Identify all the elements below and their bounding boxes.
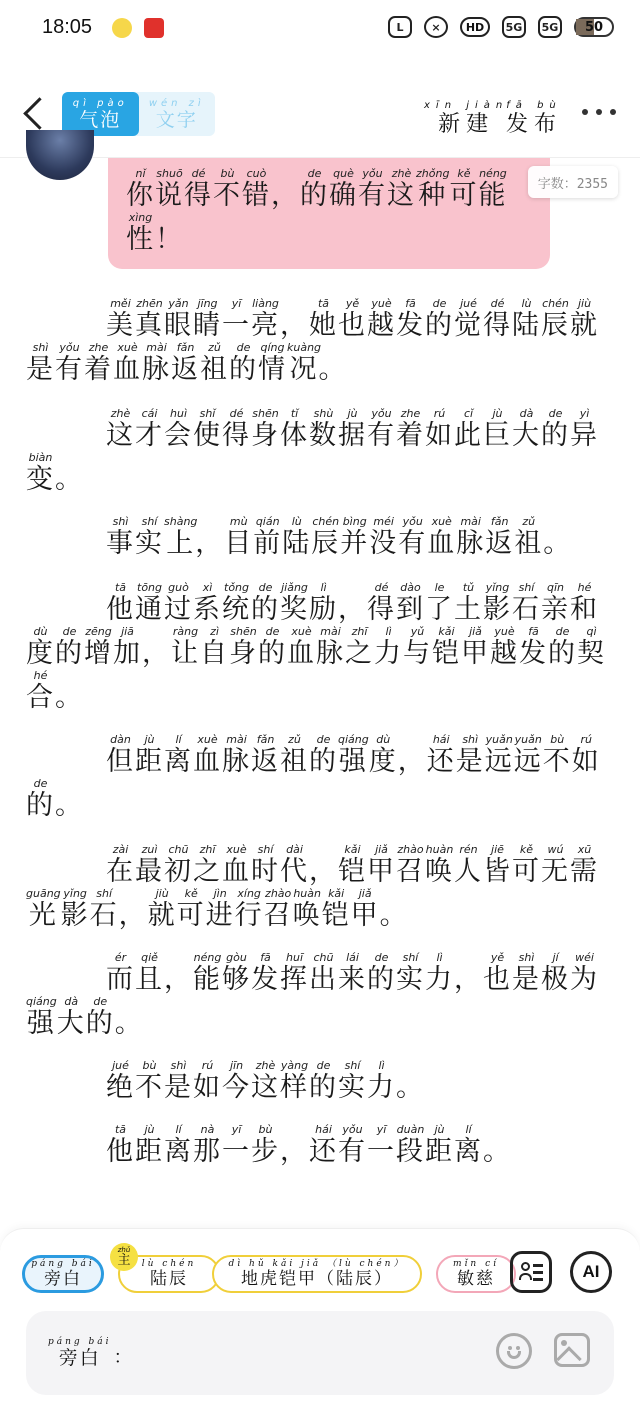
signal-5g-icon: 5G — [502, 16, 526, 38]
char: 的de — [309, 733, 338, 777]
punctuation: ， — [164, 964, 193, 995]
publish-button-label: 发布 — [506, 112, 563, 137]
char: 如rú — [571, 733, 601, 777]
char: 没méi — [369, 515, 399, 559]
char: 统tǒng — [222, 581, 251, 625]
char: 说shuō — [155, 167, 184, 211]
image-icon[interactable] — [554, 1333, 590, 1367]
punctuation: 。 — [483, 1136, 512, 1167]
punctuation: ， — [142, 638, 171, 669]
paragraph[interactable] — [26, 582, 606, 720]
status-bar — [0, 0, 640, 58]
char: 目mù — [224, 515, 254, 559]
paragraph[interactable] — [26, 298, 606, 392]
chip-label: 地虎铠甲（陆辰） — [241, 1269, 393, 1289]
input-label-colon: ： — [113, 1347, 132, 1368]
char: 人rén — [454, 843, 483, 887]
char: 也yě — [483, 951, 512, 995]
punctuation: 。 — [318, 354, 348, 385]
char: 增zēng — [84, 625, 113, 669]
char: 这zhè — [106, 407, 135, 451]
char: 身shēn — [229, 625, 258, 669]
char: 为wéi — [570, 951, 599, 995]
char: 石shí — [89, 887, 119, 931]
char: 段duàn — [396, 1123, 425, 1167]
char: 实shí — [135, 515, 164, 559]
char: 距jù — [425, 1123, 454, 1167]
bubble-text — [126, 168, 532, 262]
chip-label: 敏慈 — [457, 1269, 495, 1289]
char: 着zhe — [84, 341, 113, 385]
char: 实shí — [396, 951, 425, 995]
battery-level: 50 — [584, 19, 604, 35]
char: 一yī — [367, 1123, 396, 1167]
char: 他tā — [106, 581, 135, 625]
char: 还hái — [426, 733, 456, 777]
char: 的de — [251, 581, 280, 625]
punctuation: ， — [309, 856, 338, 887]
char: 离lí — [164, 1123, 193, 1167]
char: 一yī — [222, 297, 251, 341]
char: 得dé — [367, 581, 396, 625]
publish-button-pinyin: fā bù — [506, 100, 562, 111]
char: 不bù — [213, 167, 242, 211]
char: 的de — [258, 625, 287, 669]
word-count-badge: 字数：2355 — [528, 166, 618, 198]
char: 使shǐ — [193, 407, 222, 451]
char: 血xuè — [222, 843, 251, 887]
char: 确què — [329, 167, 358, 211]
char: 样yàng — [280, 1059, 309, 1103]
char: 祖zǔ — [280, 733, 309, 777]
char: 合hé — [26, 669, 55, 713]
char: 有yǒu — [358, 167, 387, 211]
input-role-label — [48, 1337, 132, 1369]
char: 加jiā — [113, 625, 142, 669]
new-button-label: 新建 — [438, 112, 495, 137]
char: 发fā — [251, 951, 280, 995]
char: 强qiáng — [338, 733, 369, 777]
char: 辰chén — [541, 297, 570, 341]
paragraph[interactable] — [26, 516, 606, 566]
chip-pinyin: dì hǔ kǎi jiǎ （lù chén） — [228, 1259, 406, 1269]
char: 皆jiē — [483, 843, 512, 887]
punctuation: ， — [338, 594, 367, 625]
char: 铠kǎi — [321, 887, 351, 931]
tab-bubble-label: 气泡 — [79, 108, 122, 131]
char: 但dàn — [106, 733, 135, 777]
char: 大dà — [512, 407, 541, 451]
char: 有yǒu — [338, 1123, 367, 1167]
char: 祖zǔ — [200, 341, 229, 385]
punctuation: 。 — [396, 1072, 425, 1103]
signal-5g-icon: 5G — [538, 16, 562, 38]
char: 的de — [548, 625, 577, 669]
char: 你nǐ — [126, 167, 155, 211]
char: 离lí — [454, 1123, 483, 1167]
char: 唤huàn — [292, 887, 322, 931]
char: 情qíng — [258, 341, 287, 385]
char: 返fǎn — [485, 515, 515, 559]
char: 石shí — [512, 581, 541, 625]
char: 血xuè — [287, 625, 316, 669]
char: 最zuì — [135, 843, 164, 887]
char: 距jù — [135, 733, 164, 777]
char: 并bìng — [340, 515, 370, 559]
char: 有yǒu — [367, 407, 396, 451]
char: 真zhēn — [135, 297, 164, 341]
chip-label: 旁白 — [44, 1269, 82, 1289]
paragraph[interactable] — [26, 1060, 606, 1110]
chip-pinyin: páng bái — [31, 1259, 95, 1269]
paragraph[interactable] — [26, 952, 606, 1046]
status-icons — [388, 16, 614, 38]
char: 强qiáng — [26, 995, 57, 1039]
punctuation: 。 — [55, 790, 84, 821]
char: 血xuè — [193, 733, 222, 777]
char: 得dé — [483, 297, 512, 341]
char: 血xuè — [113, 341, 142, 385]
char: 也yě — [338, 297, 367, 341]
input-label-text: 旁白 — [58, 1347, 101, 1369]
lead-role-badge — [110, 1243, 138, 1271]
char: 上shàng — [164, 515, 198, 559]
char: 体tǐ — [280, 407, 309, 451]
char: 这zhè — [387, 167, 416, 211]
char: 一yī — [222, 1123, 251, 1167]
char: 召zhào — [396, 843, 425, 887]
ai-button[interactable]: AI — [570, 1251, 612, 1293]
char: 如rú — [425, 407, 454, 451]
char: 血xuè — [427, 515, 457, 559]
paragraph[interactable] — [26, 844, 606, 938]
char: 通tōng — [135, 581, 164, 625]
char: 不bù — [135, 1059, 164, 1103]
char: 唤huàn — [425, 843, 454, 887]
char: 亲qīn — [541, 581, 570, 625]
char: 时shí — [251, 843, 280, 887]
char: 越yuè — [367, 297, 396, 341]
char: 初chū — [164, 843, 193, 887]
input-label-pinyin: páng bái — [48, 1337, 112, 1347]
char: 有yǒu — [398, 515, 428, 559]
char: 的de — [26, 777, 55, 821]
char: 到dào — [396, 581, 425, 625]
char: 会huì — [164, 407, 193, 451]
emoji-icon[interactable] — [496, 1333, 532, 1369]
chip-dihu-armor[interactable] — [212, 1255, 422, 1293]
punctuation: 。 — [55, 682, 84, 713]
char: 力lì — [374, 625, 403, 669]
char: 今jīn — [222, 1059, 251, 1103]
char: 之zhī — [193, 843, 222, 887]
char: 甲jiǎ — [350, 887, 380, 931]
char: 得dé — [222, 407, 251, 451]
tab-text-pinyin: wén zì — [148, 97, 205, 109]
char: 召zhào — [263, 887, 293, 931]
char: 巨jù — [483, 407, 512, 451]
char: 发fā — [396, 297, 425, 341]
punctuation: ， — [280, 310, 309, 341]
char: 励lì — [309, 581, 338, 625]
char: 觉jué — [454, 297, 483, 341]
char: 越yuè — [490, 625, 519, 669]
char: 土tǔ — [454, 581, 483, 625]
char: 影yǐng — [483, 581, 512, 625]
char: 出chū — [309, 951, 338, 995]
char: 进jìn — [205, 887, 235, 931]
char: 可kě — [512, 843, 541, 887]
punctuation: 。 — [543, 528, 573, 559]
chip-pinyin: lù chén — [141, 1259, 197, 1269]
char: 的de — [85, 995, 115, 1039]
battery-icon — [574, 17, 614, 37]
char: 就jiù — [147, 887, 177, 931]
chip-label: 陆辰 — [150, 1269, 188, 1289]
role-chips — [22, 1255, 499, 1295]
char: 与yǔ — [403, 625, 432, 669]
tab-text-label: 文字 — [155, 108, 198, 131]
char: 脉mài — [456, 515, 486, 559]
punctuation: 。 — [379, 900, 409, 931]
char: 能néng — [193, 951, 222, 995]
char: 返fǎn — [251, 733, 280, 777]
punctuation: ， — [454, 964, 483, 995]
char: 脉mài — [142, 341, 171, 385]
char: 她tā — [309, 297, 338, 341]
char: 种zhǒng — [416, 167, 450, 211]
char: 据jù — [338, 407, 367, 451]
char: 异yì — [570, 407, 599, 451]
char: 在zài — [106, 843, 135, 887]
char: 他tā — [106, 1123, 135, 1167]
app-badge-icon — [112, 18, 132, 38]
char: 之zhī — [345, 625, 374, 669]
char: 可kě — [176, 887, 206, 931]
alarm-off-icon: × — [424, 16, 448, 38]
char: 亮liàng — [251, 297, 280, 341]
char: 数shù — [309, 407, 338, 451]
char: 能néng — [478, 167, 508, 211]
char: 这zhè — [251, 1059, 280, 1103]
char: 大dà — [56, 995, 86, 1039]
char: 是shì — [164, 1059, 193, 1103]
char: 陆lù — [282, 515, 312, 559]
char: 的de — [55, 625, 84, 669]
tab-bubble-pinyin: qì pào — [72, 97, 128, 109]
char: 步bù — [251, 1123, 280, 1167]
char: 陆lù — [512, 297, 541, 341]
char: 是shì — [455, 733, 485, 777]
message-input[interactable] — [26, 1311, 614, 1395]
punctuation: 。 — [114, 1008, 144, 1039]
char: 奖jiǎng — [280, 581, 309, 625]
char: 自zì — [200, 625, 229, 669]
char: 的de — [229, 341, 258, 385]
char: 前qián — [253, 515, 283, 559]
more-icon[interactable] — [582, 102, 616, 122]
char: 极jí — [541, 951, 570, 995]
char: 了le — [425, 581, 454, 625]
avatar[interactable] — [26, 130, 94, 180]
char: 不bù — [542, 733, 572, 777]
char: 变biàn — [26, 451, 55, 495]
char: 挥huī — [280, 951, 309, 995]
char: 绝jué — [106, 1059, 135, 1103]
punctuation: ， — [397, 746, 427, 777]
lead-badge-pinyin: zhǔ — [117, 1246, 131, 1254]
char: 让ràng — [171, 625, 200, 669]
punctuation: ， — [118, 900, 148, 931]
char: 祖zǔ — [514, 515, 544, 559]
char: 返fǎn — [171, 341, 200, 385]
char: 无wú — [541, 843, 570, 887]
char: 事shì — [106, 515, 135, 559]
char: 的de — [425, 297, 454, 341]
char: 美měi — [106, 297, 135, 341]
char: 还hái — [309, 1123, 338, 1167]
new-button-pinyin: xīn jiàn — [424, 100, 509, 111]
char: 需xū — [570, 843, 599, 887]
punctuation: ， — [271, 180, 300, 211]
char: 是shì — [512, 951, 541, 995]
char: 况kuàng — [287, 341, 322, 385]
char: 性xìng — [126, 211, 155, 255]
punctuation: 。 — [55, 464, 84, 495]
char: 的de — [541, 407, 570, 451]
char: 睛jīng — [193, 297, 222, 341]
char: 力lì — [425, 951, 454, 995]
role-card-icon[interactable] — [510, 1251, 552, 1293]
char: 而ér — [106, 951, 135, 995]
char: 着zhe — [396, 407, 425, 451]
char: 那nà — [193, 1123, 222, 1167]
paragraph[interactable] — [26, 408, 606, 502]
char: 实shí — [338, 1059, 367, 1103]
char: 来lái — [338, 951, 367, 995]
char: 脉mài — [222, 733, 251, 777]
char: 和hé — [570, 581, 599, 625]
char: 远yuǎn — [484, 733, 514, 777]
char: 的de — [309, 1059, 338, 1103]
punctuation: ， — [280, 1136, 309, 1167]
char: 行xíng — [234, 887, 264, 931]
status-time: 18:05 — [42, 16, 93, 38]
char: 就jiù — [570, 297, 599, 341]
paragraph[interactable] — [26, 1124, 606, 1174]
char: 离lí — [164, 733, 193, 777]
punctuation: ！ — [155, 224, 184, 255]
char: 的de — [367, 951, 396, 995]
new-button[interactable] — [424, 100, 508, 138]
char: 此cǐ — [454, 407, 483, 451]
char: 眼yǎn — [164, 297, 193, 341]
char: 影yǐng — [60, 887, 90, 931]
char: 够gòu — [222, 951, 251, 995]
chat-bubble[interactable] — [108, 158, 550, 269]
char: 铠kǎi — [338, 843, 367, 887]
chip-narration[interactable] — [22, 1255, 104, 1293]
char: 契qì — [577, 625, 606, 669]
char: 可kě — [449, 167, 479, 211]
chip-minci[interactable] — [436, 1255, 516, 1293]
char: 光guāng — [26, 887, 61, 931]
char: 身shēn — [251, 407, 280, 451]
char: 系xì — [193, 581, 222, 625]
lead-badge-label: 主 — [117, 1253, 131, 1268]
char: 度dù — [26, 625, 55, 669]
char: 脉mài — [316, 625, 345, 669]
char: 距jù — [135, 1123, 164, 1167]
char: 过guò — [164, 581, 193, 625]
char: 得dé — [184, 167, 213, 211]
char: 辰chén — [311, 515, 341, 559]
chip-pinyin: mǐn cí — [453, 1259, 499, 1269]
tab-text[interactable] — [139, 92, 216, 136]
link-icon: L — [388, 16, 412, 38]
char: 才cái — [135, 407, 164, 451]
char: 远yuǎn — [513, 733, 543, 777]
composer-panel — [0, 1228, 640, 1422]
punctuation: ， — [195, 528, 225, 559]
story-content[interactable] — [0, 158, 640, 1228]
char: 力lì — [367, 1059, 396, 1103]
hd-icon: HD — [460, 17, 490, 37]
char: 甲jiǎ — [461, 625, 490, 669]
char: 铠kǎi — [432, 625, 461, 669]
char: 度dù — [368, 733, 398, 777]
paragraph[interactable] — [26, 734, 606, 828]
char: 是shì — [26, 341, 55, 385]
char: 如rú — [193, 1059, 222, 1103]
char: 的de — [300, 167, 329, 211]
char: 有yǒu — [55, 341, 84, 385]
char: 发fā — [519, 625, 548, 669]
app-badge-red-icon — [144, 18, 164, 38]
char: 代dài — [280, 843, 309, 887]
top-bar — [0, 80, 640, 158]
char: 且qiě — [135, 951, 164, 995]
publish-button[interactable] — [506, 100, 562, 138]
char: 甲jiǎ — [367, 843, 396, 887]
char: 错cuò — [242, 167, 271, 211]
